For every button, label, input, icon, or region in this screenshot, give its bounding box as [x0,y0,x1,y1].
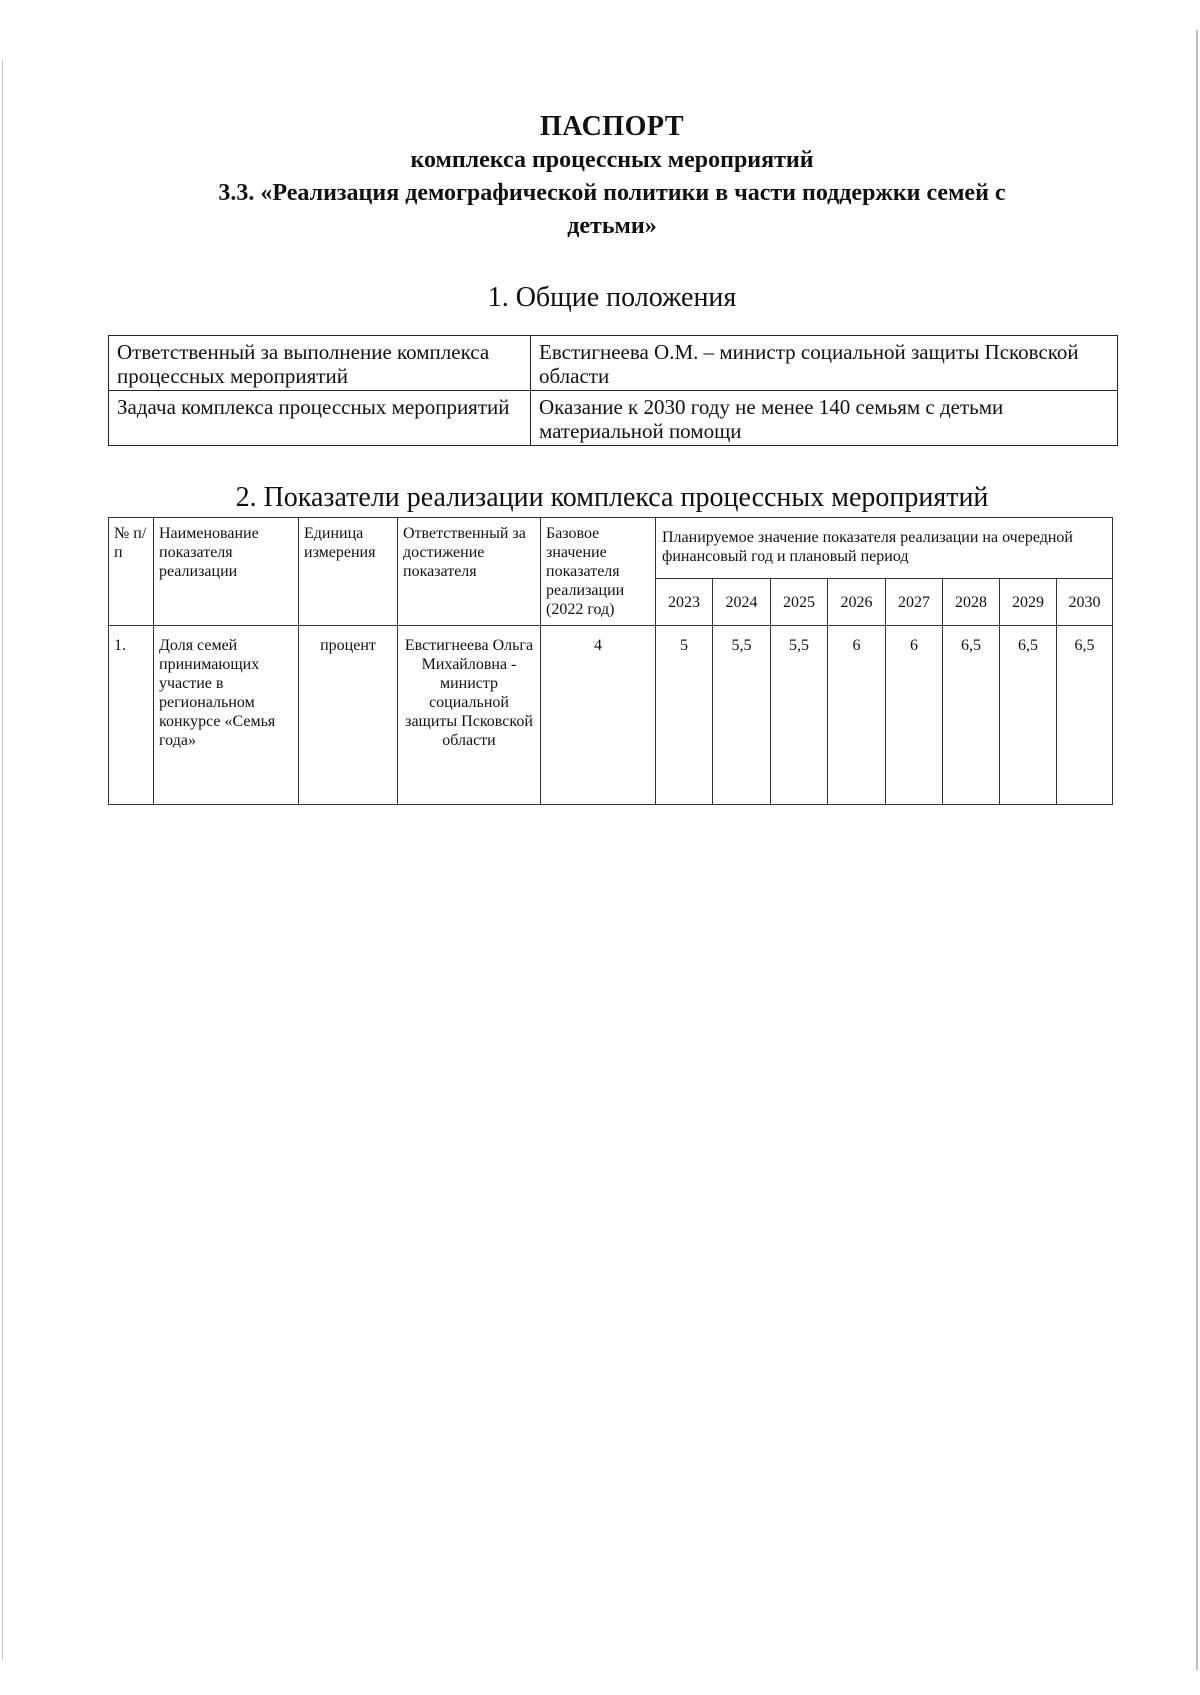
table-row [109,391,1118,446]
row-value: 6,5 [1057,626,1113,805]
row-value: 6,5 [943,626,1000,805]
row-num: 1. [109,626,154,805]
row-value: 5,5 [713,626,771,805]
row-base: 4 [541,626,656,805]
document-title: ПАСПОРТ [539,111,684,142]
row-name: Доля семей принимающих участие в региональном конкурсе «Семья года» [154,626,299,805]
general-value-task: Оказание к 2030 году не менее 140 семьям с детьми материальной помощи [531,391,1118,446]
scan-edge-right [1196,30,1198,1670]
header-year: 2026 [828,579,886,626]
row-value: 5 [656,626,713,805]
header-year: 2027 [886,579,943,626]
row-value: 5,5 [771,626,828,805]
header-num: № п/п [109,518,154,626]
section1-heading: 1. Общие положения [487,282,737,313]
document-subtitle: комплекса процессных мероприятий [410,147,814,173]
table-row [109,626,1113,805]
title-block [100,110,1124,243]
row-responsible: Евстигнеева Ольга Михайловна - министр социальной защиты Псковской области [398,626,541,805]
header-unit: Единица измерения [299,518,398,626]
general-label-responsible: Ответственный за выполнение комплекса процессных мероприятий [109,336,531,391]
header-name: Наименование показателя реализации [154,518,299,626]
program-title-line2: детьми» [567,213,657,239]
general-provisions-table [108,335,1118,446]
row-value: 6 [886,626,943,805]
row-unit: процент [299,626,398,805]
header-planned: Планируемое значение показателя реализации на очередной финансовый год и плановый период [656,518,1113,579]
row-value: 6 [828,626,886,805]
indicators-table [108,517,1113,805]
general-value-responsible: Евстигнеева О.М. – министр социальной защиты Псковской области [531,336,1118,391]
header-year: 2029 [1000,579,1057,626]
row-value: 6,5 [1000,626,1057,805]
header-year: 2025 [771,579,828,626]
header-year: 2028 [943,579,1000,626]
header-year: 2023 [656,579,713,626]
scan-edge-left [2,60,3,1660]
general-label-task: Задача комплекса процессных мероприятий [109,391,531,446]
program-title-line1: 3.3. «Реализация демографической политики в части поддержки семей с [218,180,1006,206]
section2-heading: 2. Показатели реализации комплекса процессных мероприятий [235,482,989,513]
header-responsible: Ответственный за достижение показателя [398,518,541,626]
header-row [109,518,1113,579]
header-base: Базовое значение показателя реализации (2022 год) [541,518,656,626]
header-year: 2024 [713,579,771,626]
table-row [109,336,1118,391]
header-year: 2030 [1057,579,1113,626]
